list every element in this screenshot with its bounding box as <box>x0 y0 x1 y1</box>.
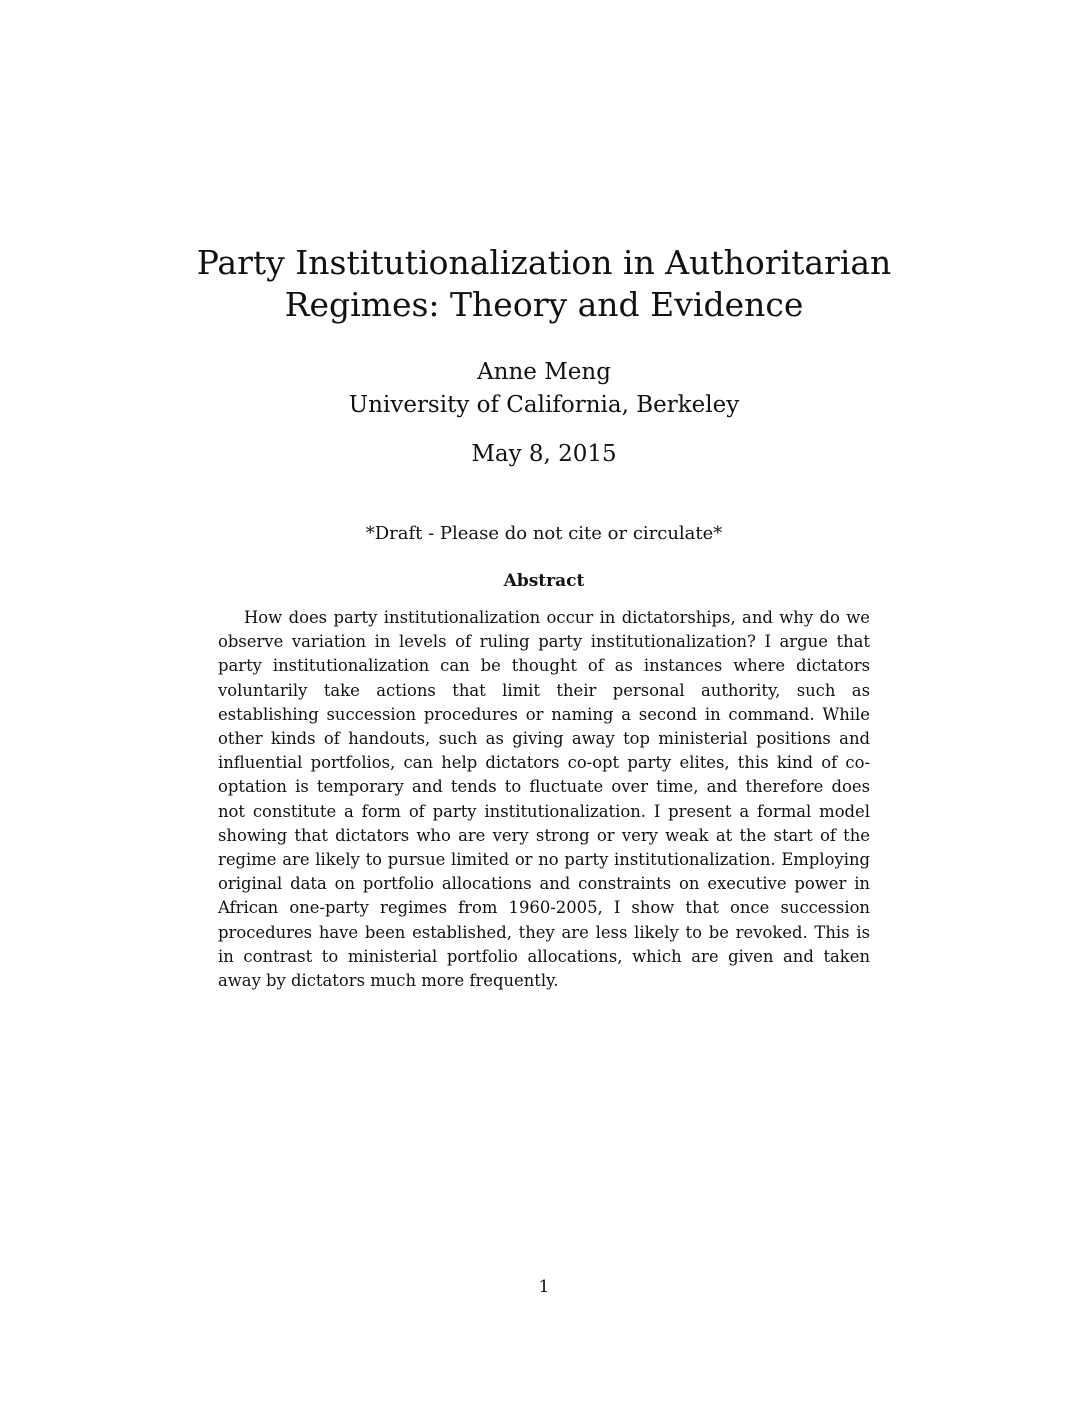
abstract-text: How does party institutionalization occur in dictatorships, and why do we observe variation in levels of ruling party institutionalization? I argue that party institutionalization can be thought of as instances where dictators voluntarily take actions that limit their personal authority, such as establishing succession procedures or naming a second in command. While other kinds of handouts, such as giving away top ministerial positions and influential portfolios, can help dictators co-opt party elites, this kind of co-optation is temporary and tends to fluctuate over time, and therefore does not constitute a form of party institutionalization. I present a formal model showing that dictators who are very strong or very weak at the start of the regime are likely to pursue limited or no party institutionalization. Employing original data on portfolio allocations and constraints on executive power in African one-party regimes from 1960-2005, I show that once succession procedures have been established, they are less likely to be revoked. This is in contrast to ministerial portfolio allocations, which are given and taken away by dictators much more frequently. <box>218 608 870 991</box>
paper-date: May 8, 2015 <box>471 441 617 467</box>
abstract-heading: Abstract <box>503 571 585 591</box>
page-number: 1 <box>538 1277 550 1297</box>
draft-notice: *Draft - Please do not cite or circulate* <box>365 523 723 544</box>
author-name: Anne Meng <box>477 359 611 385</box>
author-affiliation: University of California, Berkeley <box>348 392 740 418</box>
paper-title: Party Institutionalization in Authoritarian Regimes: Theory and Evidence <box>196 243 892 324</box>
